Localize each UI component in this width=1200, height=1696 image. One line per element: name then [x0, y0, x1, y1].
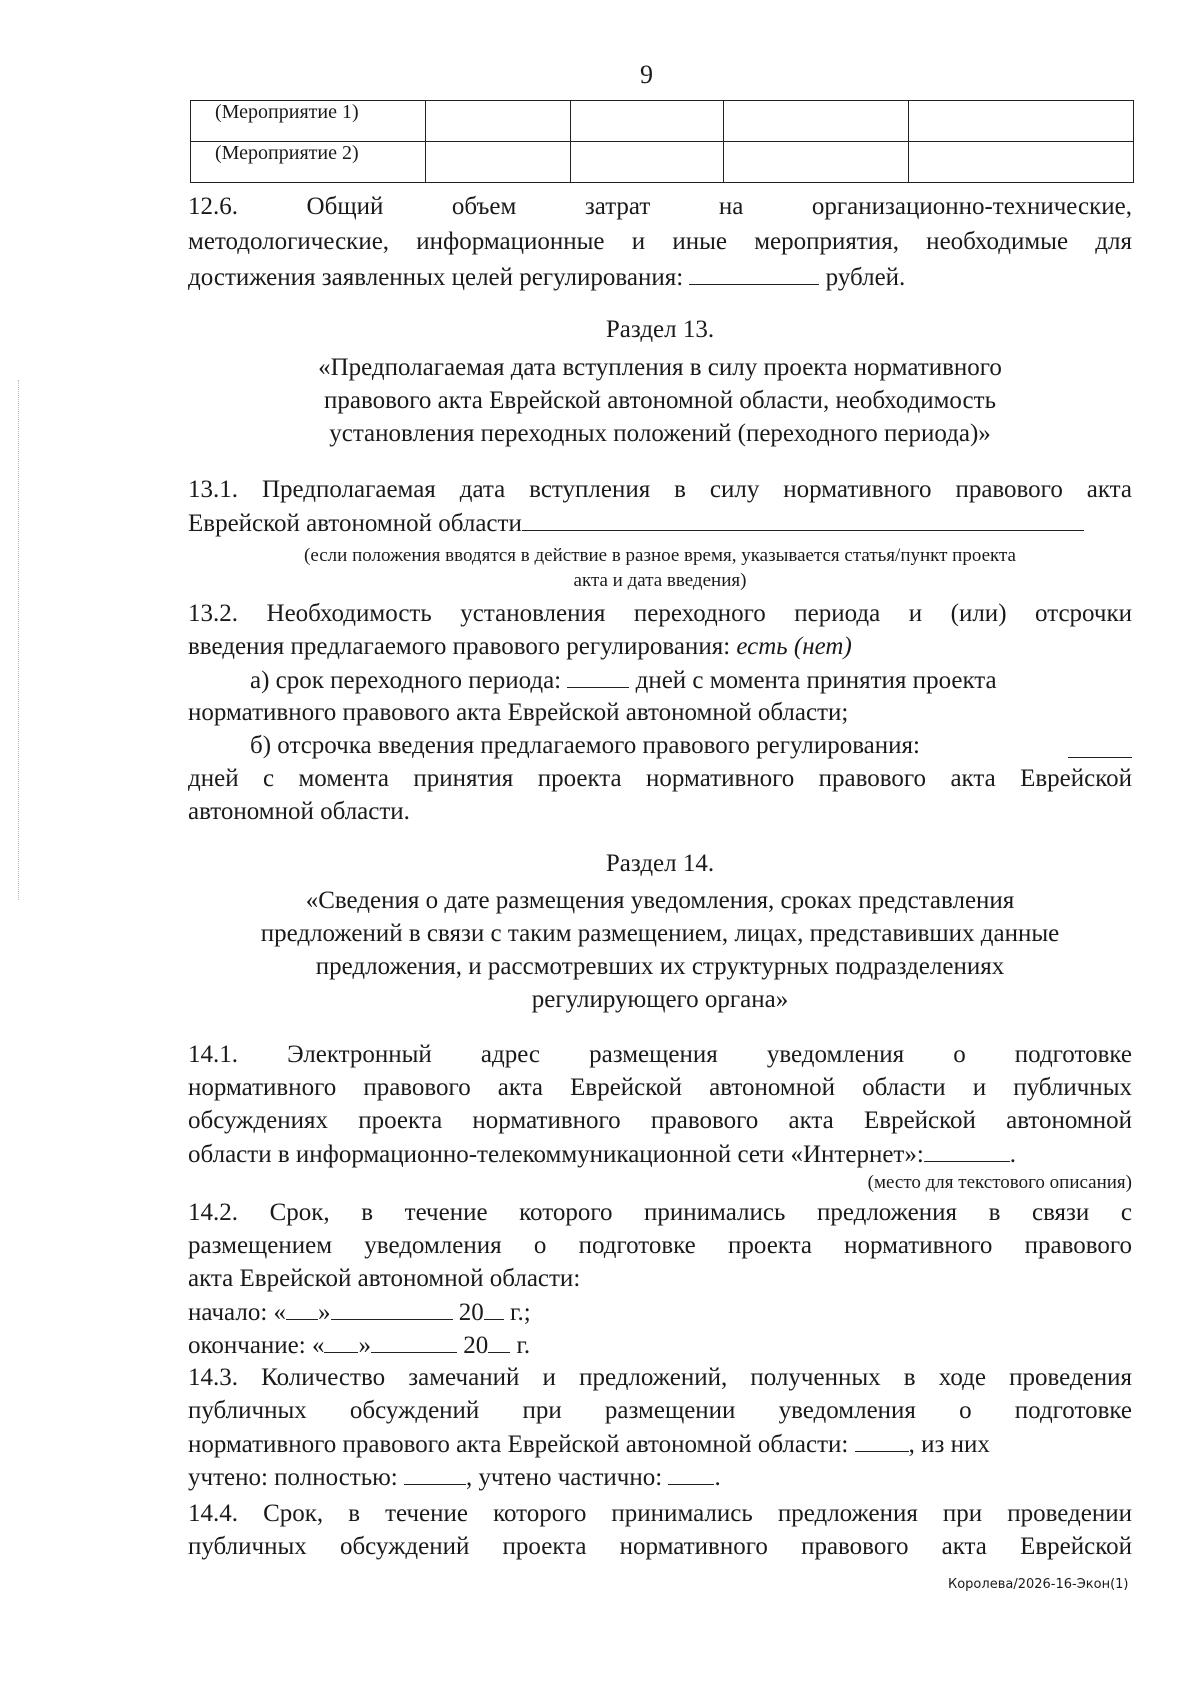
start-label: начало: «	[188, 1299, 287, 1326]
table-cell-label: (Мероприятие 2)	[191, 142, 426, 183]
p14-1-line3: обсуждениях проекта нормативного правового акта Еврейской автономной	[188, 1107, 1132, 1134]
end-day-blank	[324, 1328, 358, 1353]
p13-2-line2	[188, 630, 1132, 663]
p14-1-line2: нормативного правового акта Еврейской автономной области и публичных	[188, 1074, 1132, 1101]
table-row	[191, 101, 1134, 142]
comments-full-blank	[404, 1460, 466, 1485]
start-day-blank	[286, 1295, 318, 1320]
p14-1-line4	[188, 1137, 1132, 1171]
p14-1-line4-text: области в информационно-телекоммуникационной сети «Интернет»:	[188, 1141, 924, 1168]
p12-6-line1: 12.6. Общий объем затрат на организационно-технические,	[188, 193, 1132, 220]
deferral-days-blank	[1068, 733, 1132, 758]
p14-3-line3	[188, 1427, 1132, 1461]
p13-1-note-line2: акта и дата введения)	[573, 570, 747, 591]
end-label: окончание: «	[188, 1332, 325, 1359]
p13-2-option: есть (нет)	[736, 633, 852, 660]
p14-2-line3: акта Еврейской автономной области:	[188, 1265, 581, 1292]
table-cell	[724, 101, 909, 142]
table-cell-label: (Мероприятие 1)	[191, 101, 426, 142]
p13-2-b-text: б) отсрочка введения предлагаемого правового регулирования:	[250, 732, 920, 759]
p14-3-line1: 14.3. Количество замечаний и предложений, полученных в ходе проведения	[188, 1364, 1132, 1391]
p14-3-line4	[188, 1460, 1132, 1494]
p13-1-note-line1: (если положения вводятся в действие в разное время, указывается статья/пункт проекта	[304, 545, 1016, 566]
section-14-title: Раздел 14.	[605, 850, 715, 877]
p14-1-line4-end: .	[1009, 1141, 1017, 1168]
p13-1-line2-text: Еврейской автономной области	[188, 510, 522, 537]
date-blank	[522, 506, 1084, 531]
p14-1-line1: 14.1. Электронный адрес размещения уведомления о подготовке	[188, 1041, 1132, 1068]
p13-2-b-line3: автономной области.	[188, 798, 410, 825]
document-footer-code: Королева/2026-16-Экон(1)	[948, 1577, 1129, 1592]
p13-2-line2-text: введения предлагаемого правового регулирования:	[188, 633, 737, 660]
p13-2-a-text: а) срок переходного периода:	[250, 667, 568, 694]
section-14-heading-line4: регулирующего органа»	[531, 986, 789, 1013]
p14-3-line2: публичных обсуждений при размещении уведомления о подготовке	[188, 1397, 1132, 1424]
table-cell	[571, 101, 724, 142]
p14-4-line2: публичных обсуждений проекта нормативного правового акта Еврейской	[188, 1533, 1132, 1560]
cost-blank	[689, 260, 819, 285]
p12-6-line3-unit: рублей.	[819, 264, 906, 291]
activities-table	[190, 100, 1134, 183]
p13-1-line2	[188, 506, 1132, 540]
p14-2-line2: размещением уведомления о подготовке проекта нормативного правового	[188, 1232, 1132, 1259]
table-cell	[909, 101, 1134, 142]
p14-3-line4-end: .	[714, 1464, 721, 1491]
p12-6-line3	[188, 260, 1132, 294]
p14-3-line3-text: нормативного правового акта Еврейской автономной области:	[188, 1431, 855, 1458]
p14-2-end	[188, 1328, 1132, 1362]
p13-2-a-line2: нормативного правового акта Еврейской автономной области;	[188, 699, 849, 726]
section-14-heading-line2: предложений в связи с таким размещением, лицах, представивших данные	[260, 920, 1060, 947]
url-blank	[924, 1137, 1010, 1162]
p13-2-b-line1	[188, 729, 1132, 762]
start-year-prefix: 20	[452, 1299, 484, 1326]
end-year-suffix: г.	[510, 1332, 531, 1359]
section-14-heading-line1: «Сведения о дате размещения уведомления, сроках представления	[305, 887, 1015, 914]
end-year-blank	[488, 1328, 510, 1353]
section-13-heading-line2: правового акта Еврейской автономной области, необходимость	[324, 387, 996, 414]
p14-2-start	[188, 1295, 1132, 1329]
table-cell	[724, 142, 909, 183]
table-cell	[426, 142, 571, 183]
section-13-heading-line3: установления переходных положений (переходного периода)»	[329, 420, 991, 447]
section-13-title: Раздел 13.	[605, 316, 715, 343]
end-year-prefix: 20	[456, 1332, 489, 1359]
start-quote: »	[318, 1299, 331, 1326]
end-month-blank	[371, 1328, 457, 1353]
section-14-heading-line3: предложения, и рассмотревших их структурных подразделениях	[315, 953, 1005, 980]
p13-2-a-line1	[188, 663, 1132, 697]
transition-days-blank	[567, 663, 629, 688]
table-cell	[909, 142, 1134, 183]
end-quote: »	[358, 1332, 371, 1359]
start-year-suffix: г.;	[503, 1299, 531, 1326]
p14-3-full-label: учтено: полностью:	[188, 1464, 404, 1491]
start-year-blank	[484, 1295, 504, 1320]
p12-6-line3-text: достижения заявленных целей регулирования:	[188, 264, 690, 291]
p13-2-b-line2: дней с момента принятия проекта нормативного правового акта Еврейской	[188, 765, 1132, 792]
section-13-heading-line1: «Предполагаемая дата вступления в силу проекта нормативного	[318, 354, 1002, 381]
scan-margin-artifact	[18, 380, 21, 900]
page-number: 9	[640, 60, 653, 89]
p13-2-line1: 13.2. Необходимость установления переходного периода и (или) отсрочки	[188, 600, 1132, 627]
p14-2-line1: 14.2. Срок, в течение которого принимались предложения в связи с	[188, 1199, 1132, 1226]
p14-1-note: (место для текстового описания)	[867, 1172, 1132, 1193]
p13-2-a-text2: дней с момента принятия проекта	[629, 667, 997, 694]
comments-partial-blank	[668, 1460, 714, 1485]
p13-1-line1: 13.1. Предполагаемая дата вступления в силу нормативного правового акта	[188, 476, 1132, 503]
p12-6-line2: методологические, информационные и иные мероприятия, необходимые для	[188, 228, 1132, 255]
p14-4-line1: 14.4. Срок, в течение которого принимались предложения при проведении	[188, 1500, 1132, 1527]
table-cell	[571, 142, 724, 183]
p14-3-line3-end: , из них	[908, 1431, 990, 1458]
p14-3-partial-label: , учтено частично:	[466, 1464, 669, 1491]
table-row	[191, 142, 1134, 183]
comments-total-blank	[855, 1427, 909, 1452]
start-month-blank	[331, 1295, 453, 1320]
table-cell	[426, 101, 571, 142]
